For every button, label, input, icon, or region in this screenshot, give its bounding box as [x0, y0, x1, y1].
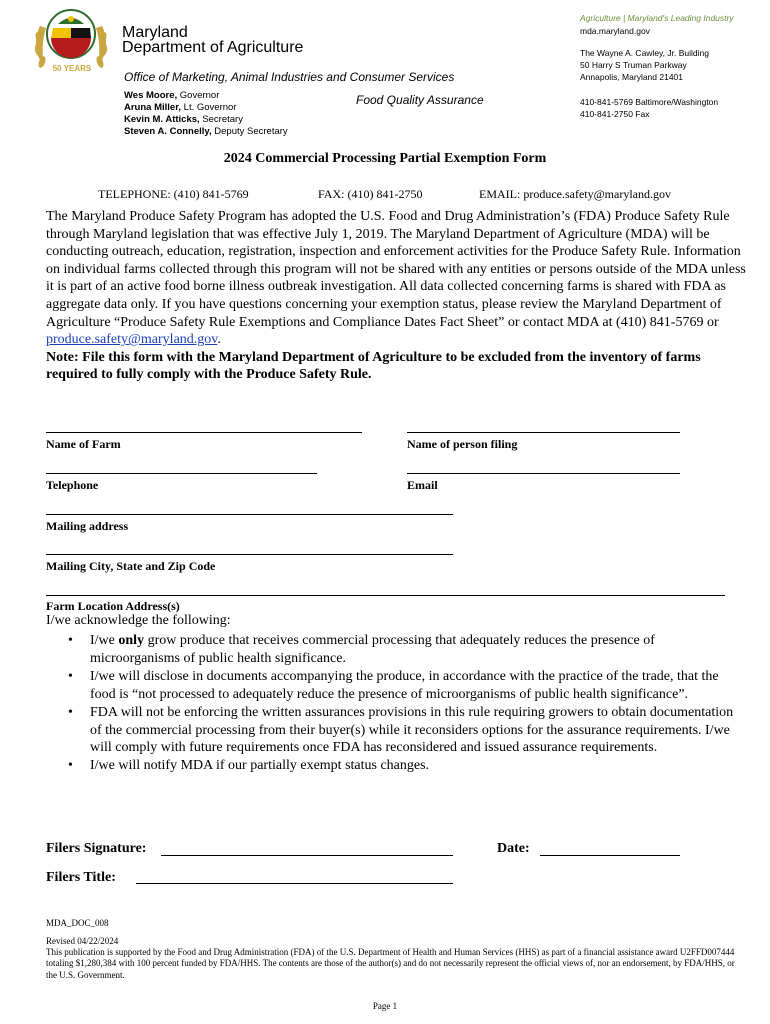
- funding-statement: This publication is supported by the Food and Drug Administration (FDA) of the U.S. Department of Health and Human Services (HHS) as part of a financial assistance award U2FFD007444 totaling $1,280,384 with 100 percent funded by FDA/HHS. The contents are those of the author(s) and do not necessarily represent the official views of, nor an endorsement, by FDA/HHS, or the U.S. Government.: [46, 947, 735, 980]
- email-label: Email: [407, 478, 438, 492]
- acknowledgement-list: [64, 632, 744, 775]
- mailing-address-line[interactable]: [46, 514, 453, 515]
- intro-paragraph: [46, 208, 746, 384]
- phone-block: [580, 96, 718, 120]
- person-filing-line[interactable]: [407, 432, 680, 433]
- telephone-label: Telephone: [46, 478, 99, 492]
- list-item: • I/we only grow produce that receives commercial processing that adequately reduces the presence of microorganisms of public health significance.: [64, 632, 744, 668]
- revised-date: Revised 04/22/2024: [46, 936, 119, 946]
- title-line[interactable]: [136, 883, 453, 884]
- farm-name-line[interactable]: [46, 432, 362, 433]
- farm-location-label: Farm Location Address(s): [46, 599, 180, 613]
- date-line[interactable]: [540, 855, 680, 856]
- list-item: • I/we will disclose in documents accompanying the produce, in accordance with the practice of the trade, that the food is “not processed to adequately reduce the presence of microorganisms of public health significance”.: [64, 668, 744, 704]
- date-label: Date:: [497, 841, 530, 856]
- address-block: [580, 47, 709, 83]
- telephone-line[interactable]: [46, 473, 317, 474]
- intro-text: The Maryland Produce Safety Program has adopted the U.S. Food and Drug Administration’s (FDA) Produce Safety Rule through Maryland legislation that was effective July 1, 2019. The Maryland Department of Agriculture (MDA) will be conducting outreach, education, registration, inspection and enforcement activities for the Produce Safety Rule. Information on individual farms collected through this program will not be shared with any entities or persons outside of the MDA unless it is part of an active food borne illness outbreak investigation. All data collected concerning farms is shared with FDA as aggregate data only. If you have questions concerning your exemption status, please review the Maryland Department of Agriculture “Produce Safety Rule Exemptions and Compliance Dates Fact Sheet” or contact MDA at (410) 841-5769 or: [46, 209, 746, 330]
- mda-50-years-logo: [30, 4, 112, 86]
- website[interactable]: mda.maryland.gov: [580, 26, 650, 36]
- list-item: • I/we will notify MDA if our partially exempt status changes.: [64, 757, 744, 775]
- org-name-line1: Maryland: [122, 24, 188, 41]
- fax-contact: FAX: (410) 841-2750: [318, 187, 423, 201]
- farm-name-label: Name of Farm: [46, 437, 121, 451]
- tagline: Agriculture | Maryland's Leading Industry: [580, 13, 734, 23]
- phone-line: 410-841-5769 Baltimore/Washington: [580, 97, 719, 107]
- person-filing-label: Name of person filing: [407, 437, 518, 451]
- telephone-contact: TELEPHONE: (410) 841-5769: [98, 187, 249, 201]
- doc-id: MDA_DOC_008: [46, 918, 109, 928]
- note-text: Note: File this form with the Maryland Department of Agriculture to be excluded from the inventory of farms required to fully comply with the Produce Safety Rule.: [46, 349, 701, 383]
- email-contact: EMAIL: produce.safety@maryland.gov: [479, 187, 671, 201]
- mailing-address-label: Mailing address: [46, 519, 129, 533]
- intro-end: .: [217, 332, 221, 348]
- address-line: 50 Harry S Truman Parkway: [580, 60, 687, 70]
- official-governor: Wes Moore, Governor: [124, 90, 220, 101]
- official-deputy-secretary: Steven A. Connelly, Deputy Secretary: [124, 126, 288, 137]
- list-item: • FDA will not be enforcing the written assurances provisions in this rule requiring growers to obtain documentation of the commercial processing from their buyer(s) while it reconsiders options for the assurance requirements. I/we will comply with future requirements once FDA has reconsidered and issued assurance requirements.: [64, 704, 744, 758]
- mailing-city-label: Mailing City, State and Zip Code: [46, 559, 216, 573]
- title-label: Filers Title:: [46, 870, 116, 885]
- fax-line: 410-841-2750 Fax: [580, 109, 650, 119]
- address-line: Annapolis, Maryland 21401: [580, 72, 684, 82]
- officials-list: [124, 90, 288, 138]
- page-number: Page 1: [372, 1001, 398, 1011]
- mailing-city-line[interactable]: [46, 554, 453, 555]
- program-name: Food Quality Assurance: [356, 93, 484, 107]
- form-title: 2024 Commercial Processing Partial Exemption Form: [223, 151, 547, 166]
- farm-location-line[interactable]: [46, 595, 725, 596]
- official-secretary: Kevin M. Atticks, Secretary: [124, 114, 243, 125]
- signature-label: Filers Signature:: [46, 841, 147, 856]
- address-line: The Wayne A. Cawley, Jr. Building: [580, 48, 709, 58]
- email-link[interactable]: produce.safety@maryland.gov: [46, 332, 218, 348]
- office-name: Office of Marketing, Animal Industries and Consumer Services: [124, 70, 455, 84]
- email-line[interactable]: [407, 473, 680, 474]
- logo-badge: 50 YEARS: [52, 64, 92, 73]
- org-name-line2: Department of Agriculture: [122, 39, 304, 56]
- acknowledge-heading: I/we acknowledge the following:: [46, 613, 231, 628]
- official-lt-governor: Aruna Miller, Lt. Governor: [124, 102, 237, 113]
- signature-line[interactable]: [161, 855, 453, 856]
